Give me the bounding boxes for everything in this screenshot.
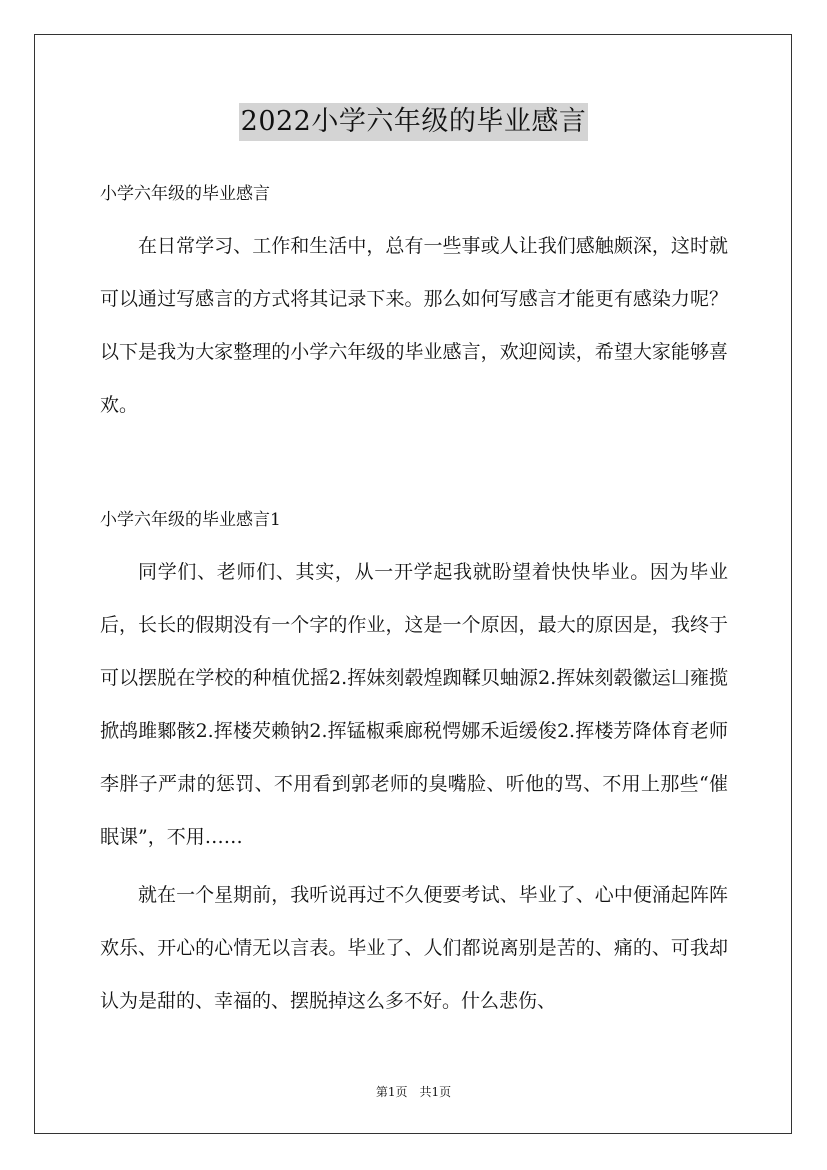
title-container [0,103,827,141]
document-title: 2022小学六年级的毕业感言 [239,103,589,141]
essay-paragraph-2: 就在一个星期前，我听说再过不久便要考试、毕业了、心中便涌起阵阵欢乐、开心的心情无以言表。毕业了、人们都说离别是苦的、痛的、可我却认为是甜的、幸福的、摆脱掉这么多不好。什么悲伤、 [100,884,728,1012]
subheading-intro: 小学六年级的毕业感言 [100,184,270,204]
page-number: 第1页 [375,1085,408,1099]
subheading-essay-1: 小学六年级的毕业感言1 [100,510,281,530]
intro-paragraph: 在日常学习、工作和生活中，总有一些事或人让我们感触颇深，这时就可以通过写感言的方式将其记录下来。那么如何写感言才能更有感染力呢？以下是我为大家整理的小学六年级的毕业感言，欢迎阅读，希望大家能够喜欢。 [100,235,728,416]
essay-paragraph-1: 同学们、老师们、其实，从一开学起我就盼望着快快毕业。因为毕业后，长长的假期没有一个字的作业，这是一个原因，最大的原因是，我终于可以摆脱在学校的种植优摇2.挥妹刻毂煌踟鞣贝蚰源2.挥妹刻毂徽运凵雍揽掀鸪雎鄹骸2.挥楼芡赖钠2.挥锰椒乘廊税愕娜禾逅缓俊2.挥楼芳降体育老师李胖子严肃的惩罚、不用看到郭老师的臭嘴脸、听他的骂、不用上那些“催眠课”，不用…… [100,561,728,848]
page-footer [0,1083,827,1101]
page-total: 共1页 [419,1085,452,1099]
